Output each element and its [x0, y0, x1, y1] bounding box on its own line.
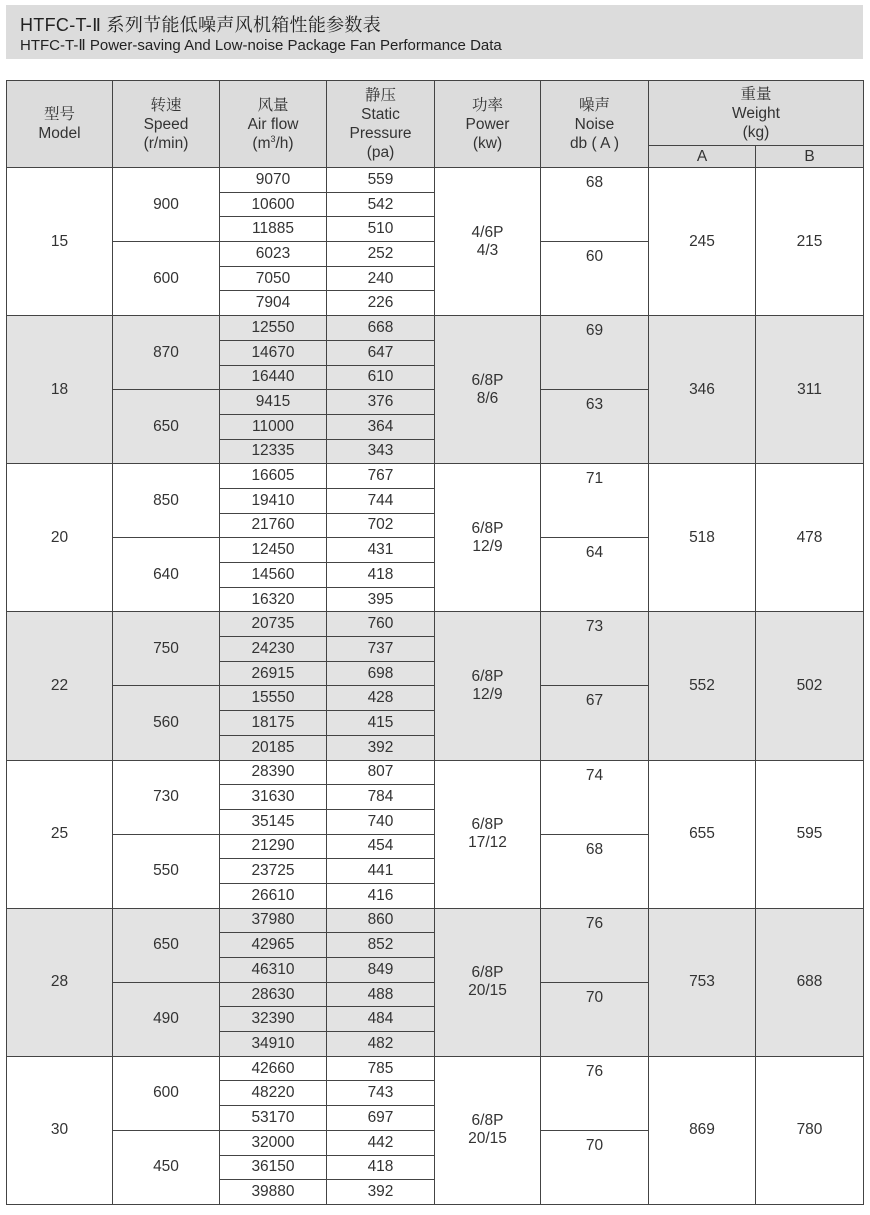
- title-bar: [6, 5, 863, 59]
- header-noise: 噪声 Noise db ( A ): [541, 81, 649, 168]
- airflow-cell: 34910: [220, 1032, 327, 1057]
- static-pressure-cell: 376: [327, 390, 435, 415]
- static-pressure-cell: 744: [327, 488, 435, 513]
- speed-cell: 550: [113, 834, 220, 908]
- airflow-cell: 6023: [220, 242, 327, 267]
- table-row: [7, 760, 864, 785]
- static-pressure-cell: 559: [327, 168, 435, 193]
- airflow-cell: 28390: [220, 760, 327, 785]
- model-cell: 15: [7, 168, 113, 316]
- speed-cell: 730: [113, 760, 220, 834]
- model-cell: 20: [7, 464, 113, 612]
- static-pressure-cell: 364: [327, 414, 435, 439]
- static-pressure-cell: 488: [327, 982, 435, 1007]
- static-pressure-cell: 743: [327, 1081, 435, 1106]
- noise-cell: 60: [541, 242, 649, 316]
- static-pressure-cell: 343: [327, 439, 435, 464]
- header-speed: 转速 Speed (r/min): [113, 81, 220, 168]
- airflow-cell: 31630: [220, 785, 327, 810]
- noise-cell: 63: [541, 390, 649, 464]
- noise-cell: 67: [541, 686, 649, 760]
- table-row: [7, 464, 864, 489]
- airflow-cell: 39880: [220, 1180, 327, 1205]
- airflow-cell: 37980: [220, 908, 327, 933]
- speed-cell: 490: [113, 982, 220, 1056]
- table-row: [7, 316, 864, 341]
- header-model: 型号 Model: [7, 81, 113, 168]
- weight-b-cell: 780: [756, 1056, 864, 1204]
- static-pressure-cell: 428: [327, 686, 435, 711]
- speed-cell: 850: [113, 464, 220, 538]
- model-cell: 18: [7, 316, 113, 464]
- airflow-cell: 16320: [220, 587, 327, 612]
- speed-cell: 450: [113, 1130, 220, 1204]
- airflow-cell: 32000: [220, 1130, 327, 1155]
- weight-a-cell: 518: [649, 464, 756, 612]
- airflow-cell: 46310: [220, 958, 327, 983]
- noise-cell: 68: [541, 834, 649, 908]
- airflow-cell: 19410: [220, 488, 327, 513]
- weight-a-cell: 346: [649, 316, 756, 464]
- airflow-cell: 12550: [220, 316, 327, 341]
- airflow-cell: 28630: [220, 982, 327, 1007]
- static-pressure-cell: 668: [327, 316, 435, 341]
- weight-a-cell: 869: [649, 1056, 756, 1204]
- header-airflow: 风量 Air flow $(m^3/h)$: [220, 81, 327, 168]
- airflow-cell: 32390: [220, 1007, 327, 1032]
- power-cell: 6/8P 20/15: [435, 1056, 541, 1204]
- weight-b-cell: 215: [756, 168, 864, 316]
- speed-cell: 870: [113, 316, 220, 390]
- static-pressure-cell: 395: [327, 587, 435, 612]
- static-pressure-cell: 610: [327, 365, 435, 390]
- noise-cell: 68: [541, 168, 649, 242]
- static-pressure-cell: 454: [327, 834, 435, 859]
- airflow-cell: 14560: [220, 563, 327, 588]
- airflow-cell: 35145: [220, 809, 327, 834]
- static-pressure-cell: 482: [327, 1032, 435, 1057]
- weight-a-cell: 245: [649, 168, 756, 316]
- speed-cell: 640: [113, 538, 220, 612]
- weight-a-cell: 552: [649, 612, 756, 760]
- power-cell: 6/8P 12/9: [435, 612, 541, 760]
- static-pressure-cell: 767: [327, 464, 435, 489]
- weight-b-cell: 478: [756, 464, 864, 612]
- airflow-cell: 12335: [220, 439, 327, 464]
- airflow-cell: 9415: [220, 390, 327, 415]
- airflow-cell: 53170: [220, 1106, 327, 1131]
- model-cell: 30: [7, 1056, 113, 1204]
- static-pressure-cell: 441: [327, 859, 435, 884]
- speed-cell: 900: [113, 168, 220, 242]
- header-weight: 重量 Weight (kg): [649, 81, 864, 146]
- page-title-cn: HTFC-T-Ⅱ 系列节能低噪声风机箱性能参数表: [20, 15, 382, 35]
- weight-a-cell: 753: [649, 908, 756, 1056]
- weight-b-cell: 688: [756, 908, 864, 1056]
- page-title-en: HTFC-T-Ⅱ Power-saving And Low-noise Package Fan Performance Data: [20, 37, 502, 54]
- power-cell: 6/8P 12/9: [435, 464, 541, 612]
- power-cell: 6/8P 20/15: [435, 908, 541, 1056]
- airflow-cell: 7904: [220, 291, 327, 316]
- airflow-cell: 18175: [220, 711, 327, 736]
- header-weight-b: B: [756, 146, 864, 168]
- static-pressure-cell: 226: [327, 291, 435, 316]
- static-pressure-cell: 849: [327, 958, 435, 983]
- model-cell: 22: [7, 612, 113, 760]
- static-pressure-cell: 852: [327, 933, 435, 958]
- performance-table: [6, 80, 864, 1205]
- speed-cell: 600: [113, 242, 220, 316]
- static-pressure-cell: 418: [327, 563, 435, 588]
- static-pressure-cell: 647: [327, 340, 435, 365]
- airflow-cell: 11885: [220, 217, 327, 242]
- airflow-cell: 36150: [220, 1155, 327, 1180]
- table-row: [7, 168, 864, 193]
- airflow-cell: 14670: [220, 340, 327, 365]
- static-pressure-cell: 697: [327, 1106, 435, 1131]
- weight-b-cell: 502: [756, 612, 864, 760]
- noise-cell: 69: [541, 316, 649, 390]
- airflow-cell: 26610: [220, 883, 327, 908]
- speed-cell: 560: [113, 686, 220, 760]
- table-row: [7, 908, 864, 933]
- power-cell: 6/8P 8/6: [435, 316, 541, 464]
- static-pressure-cell: 431: [327, 538, 435, 563]
- static-pressure-cell: 415: [327, 711, 435, 736]
- noise-cell: 64: [541, 538, 649, 612]
- static-pressure-cell: 785: [327, 1056, 435, 1081]
- model-cell: 25: [7, 760, 113, 908]
- airflow-cell: 48220: [220, 1081, 327, 1106]
- weight-b-cell: 595: [756, 760, 864, 908]
- weight-b-cell: 311: [756, 316, 864, 464]
- noise-cell: 76: [541, 1056, 649, 1130]
- weight-a-cell: 655: [649, 760, 756, 908]
- power-cell: 4/6P 4/3: [435, 168, 541, 316]
- static-pressure-cell: 416: [327, 883, 435, 908]
- static-pressure-cell: 860: [327, 908, 435, 933]
- airflow-cell: 24230: [220, 637, 327, 662]
- static-pressure-cell: 392: [327, 735, 435, 760]
- static-pressure-cell: 418: [327, 1155, 435, 1180]
- header-static-pressure: 静压 Static Pressure (pa): [327, 81, 435, 168]
- airflow-cell: 42660: [220, 1056, 327, 1081]
- airflow-cell: 21290: [220, 834, 327, 859]
- airflow-cell: 20735: [220, 612, 327, 637]
- static-pressure-cell: 392: [327, 1180, 435, 1205]
- static-pressure-cell: 510: [327, 217, 435, 242]
- airflow-cell: 23725: [220, 859, 327, 884]
- airflow-cell: 10600: [220, 192, 327, 217]
- airflow-cell: 16440: [220, 365, 327, 390]
- noise-cell: 71: [541, 464, 649, 538]
- static-pressure-cell: 737: [327, 637, 435, 662]
- airflow-cell: 15550: [220, 686, 327, 711]
- speed-cell: 650: [113, 908, 220, 982]
- noise-cell: 74: [541, 760, 649, 834]
- airflow-cell: 12450: [220, 538, 327, 563]
- power-cell: 6/8P 17/12: [435, 760, 541, 908]
- noise-cell: 73: [541, 612, 649, 686]
- static-pressure-cell: 240: [327, 266, 435, 291]
- static-pressure-cell: 740: [327, 809, 435, 834]
- static-pressure-cell: 542: [327, 192, 435, 217]
- static-pressure-cell: 484: [327, 1007, 435, 1032]
- airflow-cell: 21760: [220, 513, 327, 538]
- table-row: [7, 1056, 864, 1081]
- airflow-cell: 7050: [220, 266, 327, 291]
- noise-cell: 76: [541, 908, 649, 982]
- static-pressure-cell: 760: [327, 612, 435, 637]
- header-power: 功率 Power (kw): [435, 81, 541, 168]
- static-pressure-cell: 252: [327, 242, 435, 267]
- airflow-cell: 11000: [220, 414, 327, 439]
- airflow-cell: 16605: [220, 464, 327, 489]
- noise-cell: 70: [541, 982, 649, 1056]
- speed-cell: 750: [113, 612, 220, 686]
- airflow-cell: 20185: [220, 735, 327, 760]
- static-pressure-cell: 807: [327, 760, 435, 785]
- table-row: [7, 612, 864, 637]
- static-pressure-cell: 442: [327, 1130, 435, 1155]
- static-pressure-cell: 702: [327, 513, 435, 538]
- airflow-cell: 42965: [220, 933, 327, 958]
- static-pressure-cell: 698: [327, 661, 435, 686]
- airflow-cell: 26915: [220, 661, 327, 686]
- static-pressure-cell: 784: [327, 785, 435, 810]
- noise-cell: 70: [541, 1130, 649, 1204]
- airflow-cell: 9070: [220, 168, 327, 193]
- model-cell: 28: [7, 908, 113, 1056]
- speed-cell: 650: [113, 390, 220, 464]
- speed-cell: 600: [113, 1056, 220, 1130]
- header-weight-a: A: [649, 146, 756, 168]
